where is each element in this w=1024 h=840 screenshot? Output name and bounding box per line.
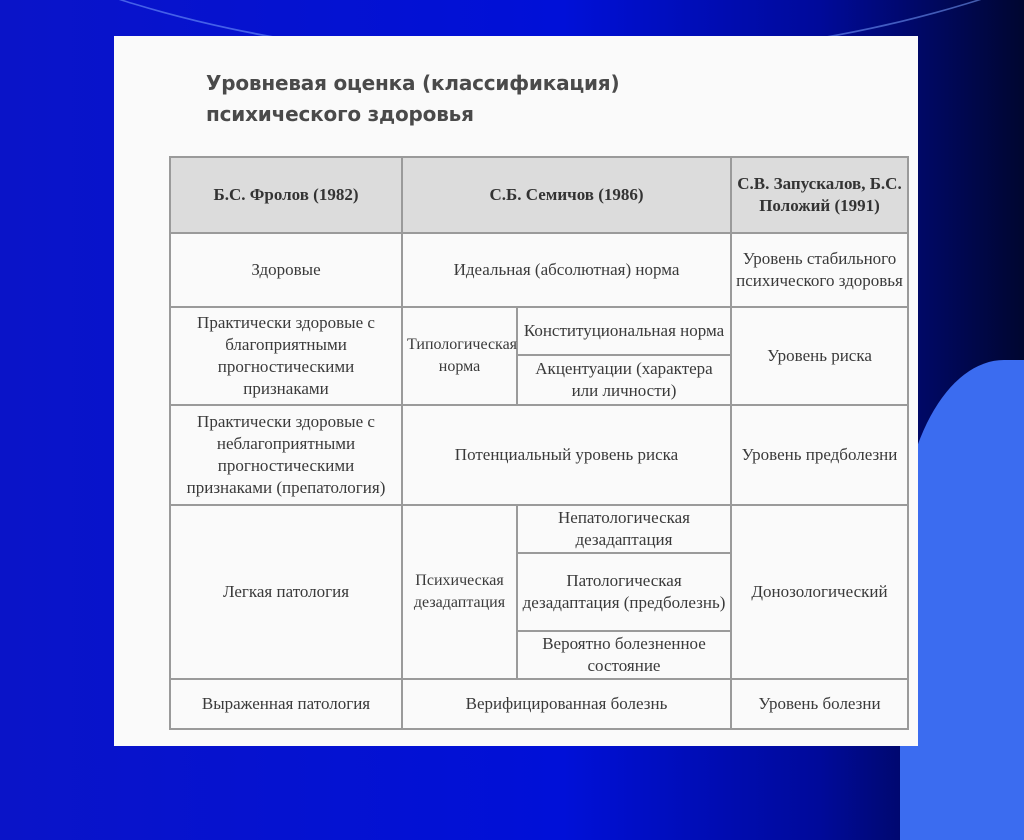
cell-semichov-sub: Вероятно болезненное состояние [517, 631, 731, 679]
slide [114, 36, 918, 746]
table-row [170, 679, 908, 729]
cell-semichov: Потенциальный уровень риска [402, 405, 731, 505]
page-title [206, 68, 619, 130]
cell-frolov: Практически здоровые с благоприятными прогностическими признаками [170, 307, 402, 405]
table-row [170, 233, 908, 307]
classification-table [169, 156, 909, 730]
cell-frolov: Практически здоровые с неблагоприятными прогностическими признаками (препатология) [170, 405, 402, 505]
cell-semichov-sub: Акцентуации (характера или личности) [517, 355, 731, 405]
cell-frolov: Здоровые [170, 233, 402, 307]
cell-frolov: Легкая патология [170, 505, 402, 679]
cell-semichov-sub: Непатологическая дезадаптация [517, 505, 731, 553]
title-line-2: психического здоровья [206, 102, 474, 126]
cell-zapuskalov: Уровень предболезни [731, 405, 908, 505]
cell-zapuskalov: Уровень стабильного психического здоровья [731, 233, 908, 307]
cell-zapuskalov: Уровень болезни [731, 679, 908, 729]
cell-frolov: Выраженная патология [170, 679, 402, 729]
cell-semichov: Верифицированная болезнь [402, 679, 731, 729]
cell-semichov: Идеальная (абсолютная) норма [402, 233, 731, 307]
header-zapuskalov: С.В. Запускалов, Б.С. Положий (1991) [731, 157, 908, 233]
header-semichov: С.Б. Семичов (1986) [402, 157, 731, 233]
cell-zapuskalov: Донозологический [731, 505, 908, 679]
table-row [170, 307, 908, 355]
cell-semichov-main: Типологическая норма [402, 307, 517, 405]
header-frolov: Б.С. Фролов (1982) [170, 157, 402, 233]
table-header-row [170, 157, 908, 233]
table-row [170, 505, 908, 553]
cell-semichov-main: Психическая дезадаптация [402, 505, 517, 679]
cell-semichov-sub: Патологическая дезадаптация (предболезнь) [517, 553, 731, 631]
cell-semichov-sub: Конституциональная норма [517, 307, 731, 355]
title-line-1: Уровневая оценка (классификация) [206, 71, 620, 95]
background-shape [900, 360, 1024, 840]
table-row [170, 405, 908, 505]
cell-zapuskalov: Уровень риска [731, 307, 908, 405]
